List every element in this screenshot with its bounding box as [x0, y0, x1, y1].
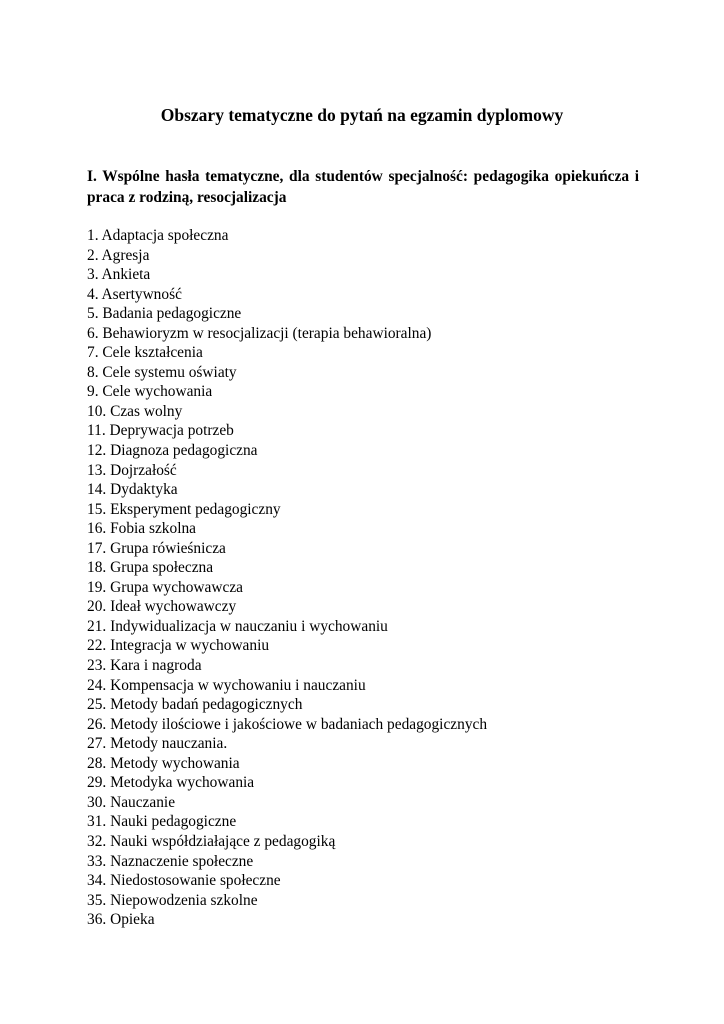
document-title: Obszary tematyczne do pytań na egzamin dyplomowy	[160, 105, 564, 125]
list-item: 21. Indywidualizacja w nauczaniu i wychowaniu	[87, 617, 388, 635]
list-item: 1. Adaptacja społeczna	[87, 227, 229, 244]
list-item: 33. Naznaczenie społeczne	[87, 852, 254, 870]
list-item: 3. Ankieta	[87, 266, 151, 284]
list-item: 24. Kompensacja w wychowaniu i nauczaniu	[87, 676, 366, 694]
list-item: 25. Metody badań pedagogicznych	[87, 696, 303, 714]
list-item: 11. Deprywacja potrzeb	[87, 422, 234, 440]
list-item: 26. Metody ilościowe i jakościowe w badaniach pedagogicznych	[87, 715, 488, 733]
list-item: 29. Metodyka wychowania	[87, 774, 255, 792]
list-item: 17. Grupa rówieśnicza	[87, 539, 226, 557]
list-item: 18. Grupa społeczna	[87, 559, 214, 577]
list-item: 16. Fobia szkolna	[87, 520, 197, 538]
list-item: 27. Metody nauczania.	[87, 735, 228, 753]
list-item: 36. Opieka	[87, 911, 155, 929]
list-item: 5. Badania pedagogiczne	[87, 305, 242, 323]
list-item: 31. Nauki pedagogiczne	[87, 813, 237, 831]
list-item: 14. Dydaktyka	[87, 481, 178, 499]
list-item: 10. Czas wolny	[87, 402, 183, 420]
list-item: 9. Cele wychowania	[87, 383, 213, 401]
list-item: 2. Agresja	[87, 246, 150, 264]
list-item: 12. Diagnoza pedagogiczna	[87, 442, 258, 460]
list-item: 15. Eksperyment pedagogiczny	[87, 500, 281, 518]
list-item: 8. Cele systemu oświaty	[87, 363, 237, 381]
list-item: 35. Niepowodzenia szkolne	[87, 891, 258, 909]
list-item: 30. Nauczanie	[87, 793, 176, 811]
list-item: 19. Grupa wychowawcza	[87, 578, 243, 596]
list-item: 20. Ideał wychowawczy	[87, 598, 237, 616]
list-item: 4. Asertywność	[87, 285, 182, 303]
list-item: 6. Behawioryzm w resocjalizacji (terapia behawioralna)	[87, 324, 432, 342]
list-item: 7. Cele kształcenia	[87, 344, 203, 362]
list-item: 34. Niedostosowanie społeczne	[87, 872, 281, 890]
list-item: 32. Nauki współdziałające z pedagogiką	[87, 832, 336, 850]
list-item: 13. Dojrzałość	[87, 461, 177, 479]
list-item: 23. Kara i nagroda	[87, 657, 202, 675]
topic-list	[87, 226, 647, 930]
list-item: 28. Metody wychowania	[87, 754, 240, 772]
list-item: 22. Integracja w wychowaniu	[87, 637, 270, 655]
section-heading: I. Wspólne hasła tematyczne, dla studentów specjalność: pedagogika opiekuńcza i praca z rodziną, resocjalizacja	[87, 168, 639, 206]
